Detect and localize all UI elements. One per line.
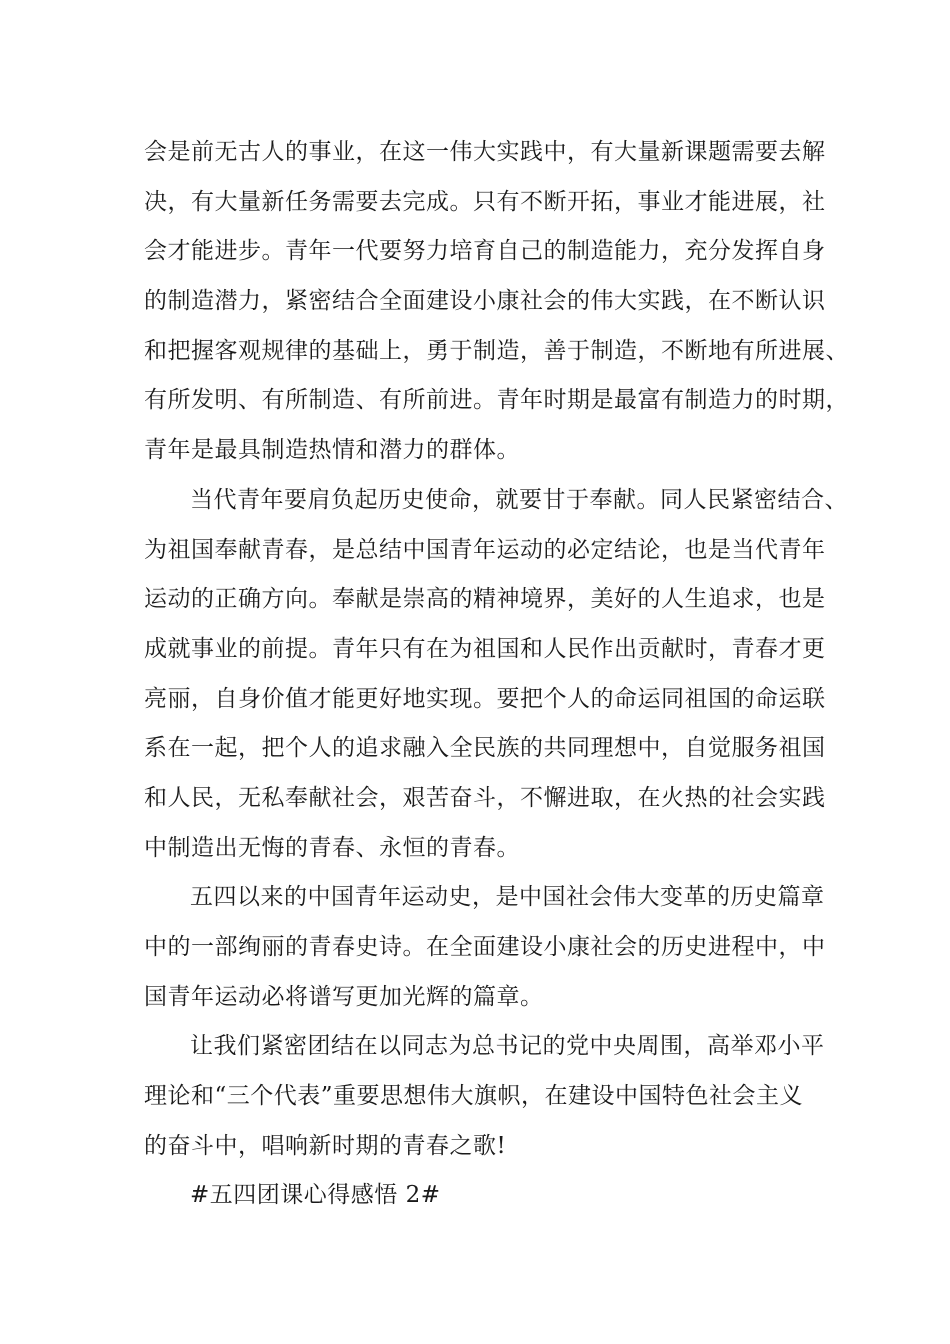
text-line: 中制造出无悔的青春、永恒的青春。 — [144, 834, 520, 861]
text-line: 理论和“三个代表”重要思想伟大旗帜，在建设中国特色社会主义 — [144, 1083, 804, 1110]
text-line: 成就事业的前提。青年只有在为祖国和人民作出贡献时，青春才更 — [144, 635, 826, 662]
text-line: 亮丽，自身价值才能更好地实现。要把个人的命运同祖国的命运联 — [144, 685, 826, 712]
text-line: 国青年运动必将谱写更加光辉的篇章。 — [144, 983, 544, 1010]
text-line: 会才能进步。青年一代要努力培育自己的制造能力，充分发挥自身 — [144, 238, 826, 265]
text-line: 会是前无古人的事业，在这一伟大实践中，有大量新课题需要去解 — [144, 139, 826, 165]
text-line: 中的一部绚丽的青春史诗。在全面建设小康社会的历史进程中，中 — [144, 934, 826, 960]
paragraph-first-line: 当代青年要肩负起历史使命，就要甘于奉献。同人民紧密结合、 — [190, 486, 848, 513]
text-line: 和把握客观规律的基础上，勇于制造，善于制造，不断地有所进展、 — [144, 337, 849, 364]
text-line: 系在一起，把个人的追求融入全民族的共同理想中，自觉服务祖国 — [144, 735, 826, 762]
document-body — [144, 128, 849, 1221]
text-line: 的奋斗中，唱响新时期的青春之歌! — [144, 1132, 507, 1159]
paragraph-first-line: 五四以来的中国青年运动史，是中国社会伟大变革的历史篇章 — [190, 884, 825, 911]
text-line: 为祖国奉献青春，是总结中国青年运动的必定结论，也是当代青年 — [144, 536, 826, 563]
paragraph-first-line: 让我们紧密团结在以同志为总书记的党中央周围，高举邓小平 — [190, 1033, 825, 1060]
text-line: 的制造潜力，紧密结合全面建设小康社会的伟大实践，在不断认识 — [144, 288, 826, 315]
text-line: 决，有大量新任务需要去完成。只有不断开拓，事业才能进展，社 — [144, 188, 826, 215]
text-line: 运动的正确方向。奉献是崇高的精神境界，美好的人生追求，也是 — [144, 586, 826, 613]
text-line: 青年是最具制造热情和潜力的群体。 — [144, 437, 520, 464]
text-line: 有所发明、有所制造、有所前进。青年时期是最富有制造力的时期， — [144, 387, 849, 414]
section-heading: #五四团课心得感悟 2# — [190, 1182, 441, 1209]
text-line: 和人民，无私奉献社会，艰苦奋斗，不懈进取，在火热的社会实践 — [144, 784, 826, 811]
